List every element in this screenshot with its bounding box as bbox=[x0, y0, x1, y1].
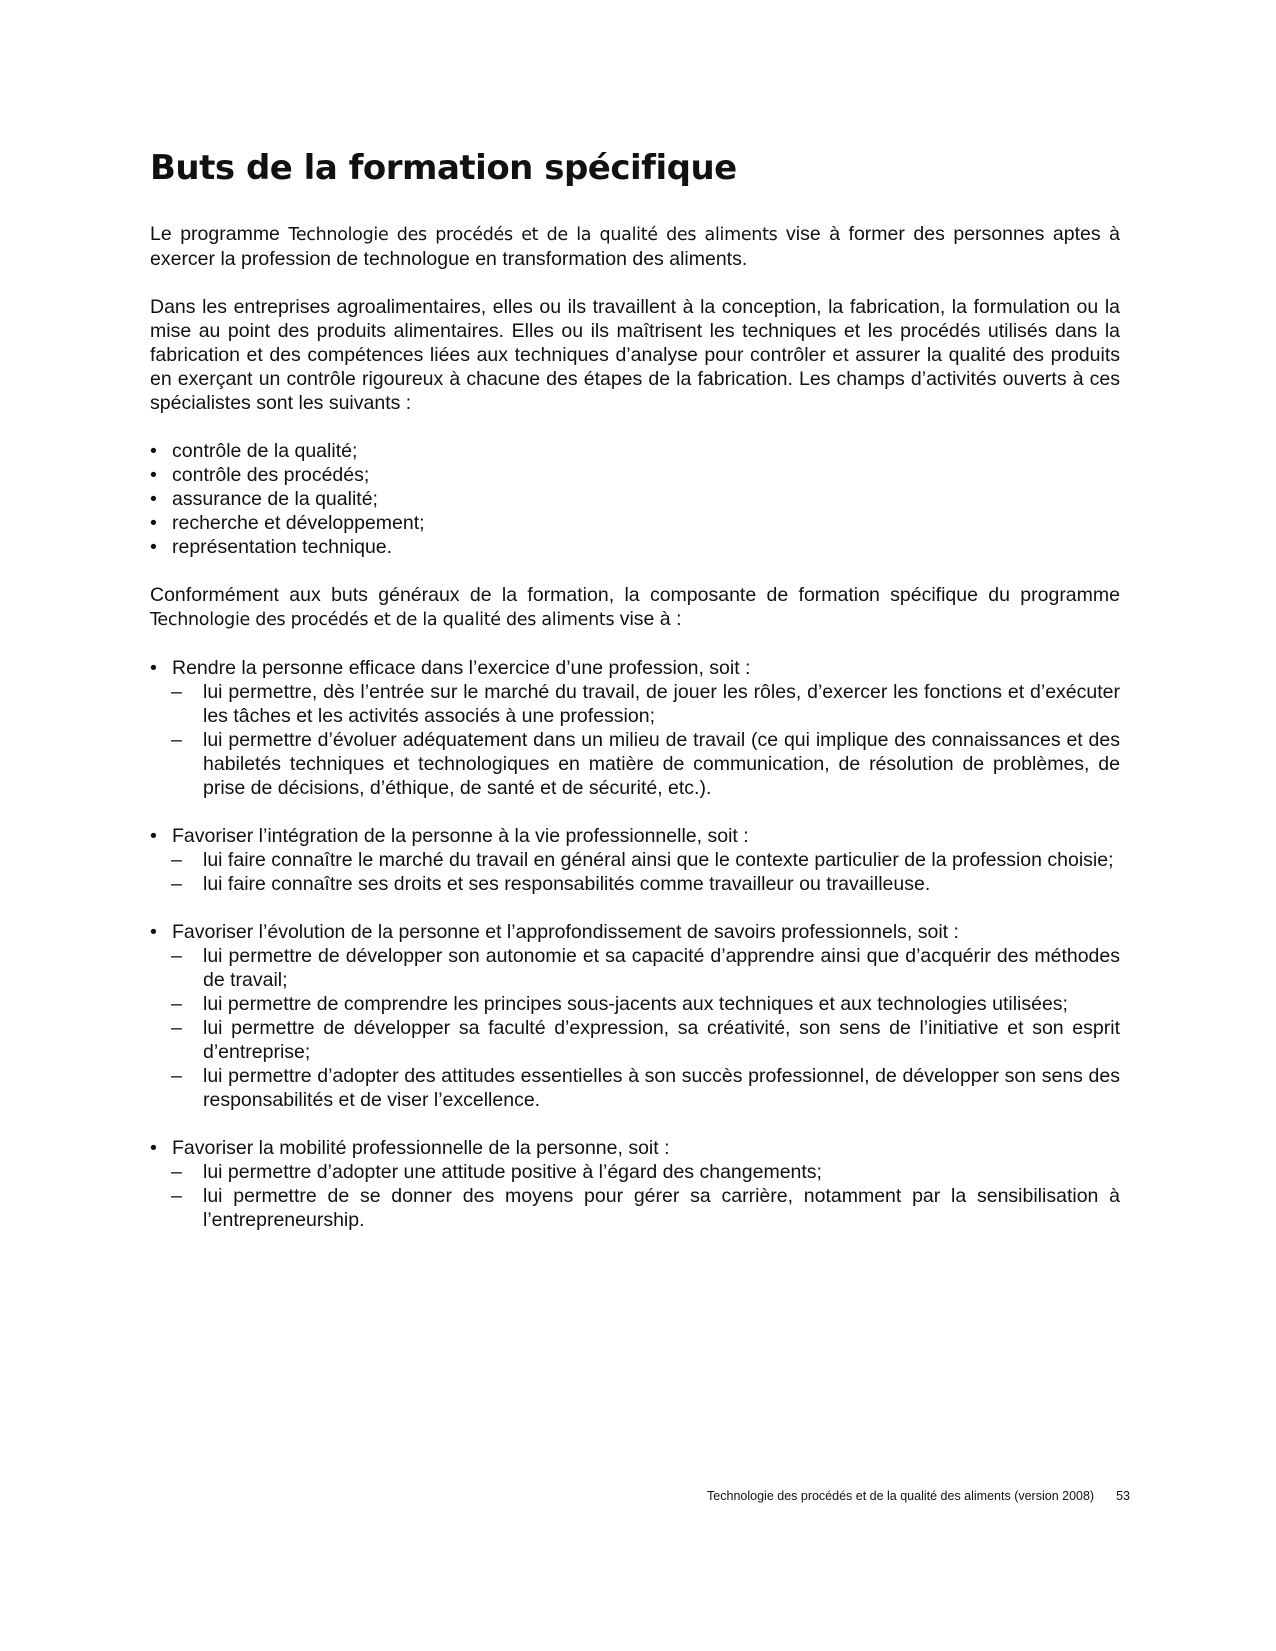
list-item: – lui permettre d’adopter des attitudes essentielles à son succès professionnel, de développer son sens des responsabilités et de viser l’excellence. bbox=[150, 1064, 1120, 1112]
list-item: – lui permettre d’évoluer adéquatement dans un milieu de travail (ce qui implique des connaissances et des habiletés techniques et technologiques en matière de communication, de résolution de problèmes, de prise de décisions, d’éthique, de santé et de sécurité, etc.). bbox=[150, 728, 1120, 800]
goal-title: Favoriser la mobilité professionnelle de la personne, soit : bbox=[172, 1137, 670, 1159]
goal-title: Rendre la personne efficace dans l’exercice d’une profession, soit : bbox=[172, 657, 751, 679]
list-item: – lui faire connaître ses droits et ses responsabilités comme travailleur ou travailleuse. bbox=[150, 872, 1120, 896]
list-item: – lui permettre de développer son autonomie et sa capacité d’apprendre ainsi que d’acquérir des méthodes de travail; bbox=[150, 944, 1120, 992]
list-item: – lui permettre de développer sa faculté d’expression, sa créativité, son sens de l’initiative et son esprit d’entreprise; bbox=[150, 1016, 1120, 1064]
list-item: • contrôle de la qualité; bbox=[150, 439, 1120, 463]
list-item: • assurance de la qualité; bbox=[150, 487, 1120, 511]
page-title: Buts de la formation spécifique bbox=[150, 148, 737, 188]
goal-3 bbox=[150, 920, 1120, 1112]
list-item: – lui permettre, dès l’entrée sur le marché du travail, de jouer les rôles, d’exercer les fonctions et d’exécuter les tâches et les activités associés à une profession; bbox=[150, 680, 1120, 728]
goal-1 bbox=[150, 656, 1120, 800]
goal-4 bbox=[150, 1136, 1120, 1232]
program-name: Technologie des procédés et de la qualité des aliments bbox=[288, 225, 778, 245]
goal-2 bbox=[150, 824, 1120, 896]
goal-items bbox=[172, 848, 1120, 896]
program-name: Technologie des procédés et de la qualité des aliments bbox=[150, 610, 615, 630]
footer-title: Technologie des procédés et de la qualité des aliments (version 2008) bbox=[707, 1489, 1095, 1503]
list-item: – lui permettre de comprendre les principes sous-jacents aux techniques et aux technologies utilisées; bbox=[150, 992, 1120, 1016]
list-item: • recherche et développement; bbox=[150, 511, 1120, 535]
context-paragraph: Dans les entreprises agroalimentaires, elles ou ils travaillent à la conception, la fabrication, la formulation ou la mise au point des produits alimentaires. Elles ou ils maîtrisent les techniques et les procédés utilisés dans la fabrication et des compétences liées aux techniques d’analyse pour contrôler et assurer la qualité des produits en exerçant un contrôle rigoureux à chacune des étapes de la fabrication. Les champs d’activités ouverts à ces spécialistes sont les suivants : bbox=[150, 296, 1120, 414]
intro-paragraph bbox=[150, 222, 1120, 271]
page-number: 53 bbox=[1116, 1489, 1130, 1503]
body-content bbox=[150, 222, 1120, 1232]
list-item: – lui faire connaître le marché du travail en général ainsi que le contexte particulier de la profession choisie; bbox=[150, 848, 1120, 872]
list-item: – lui permettre d’adopter une attitude positive à l’égard des changements; bbox=[150, 1160, 1120, 1184]
goal-items bbox=[172, 944, 1120, 1112]
goal-title: Favoriser l’évolution de la personne et l’approfondissement de savoirs professionnels, soit : bbox=[172, 921, 959, 943]
intro-text-end: vise à former des personnes aptes à exercer la profession de technologue en transformation des aliments. bbox=[150, 223, 1120, 270]
goal-items bbox=[172, 1160, 1120, 1232]
list-item: • contrôle des procédés; bbox=[150, 463, 1120, 487]
list-item: • représentation technique. bbox=[150, 535, 1120, 559]
fields-list bbox=[150, 439, 1120, 559]
goals-intro-end: vise à : bbox=[614, 608, 682, 630]
page-footer bbox=[150, 1489, 1130, 1503]
intro-text-start: Le programme bbox=[150, 223, 289, 245]
goals-intro-start: Conformément aux buts généraux de la formation, la composante de formation spécifique du programme bbox=[150, 584, 1120, 606]
goal-items bbox=[172, 680, 1120, 800]
list-item: – lui permettre de se donner des moyens pour gérer sa carrière, notamment par la sensibilisation à l’entrepreneurship. bbox=[150, 1184, 1120, 1232]
goal-title: Favoriser l’intégration de la personne à la vie professionnelle, soit : bbox=[172, 825, 749, 847]
goals-intro-paragraph bbox=[150, 583, 1120, 632]
